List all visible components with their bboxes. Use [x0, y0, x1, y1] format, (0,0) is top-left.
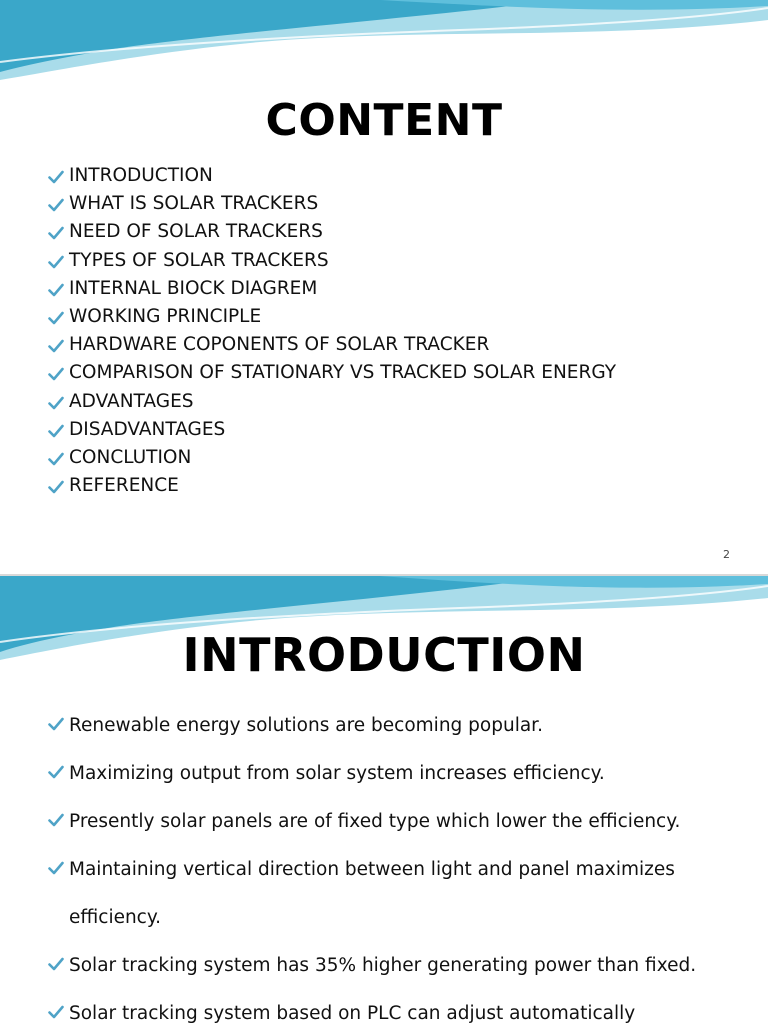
list-item-text: INTRODUCTION [69, 165, 213, 186]
check-icon [48, 846, 66, 875]
check-icon [48, 942, 66, 971]
slide-introduction [0, 576, 768, 1024]
content-list [48, 162, 616, 500]
check-icon [48, 750, 66, 779]
list-item [48, 359, 616, 387]
list-item-text: Solar tracking system based on PLC can adjust automatically [69, 1003, 636, 1024]
list-item [48, 942, 728, 990]
slide-title: CONTENT [265, 95, 503, 146]
list-item [48, 702, 728, 750]
list-item-text: TYPES OF SOLAR TRACKERS [69, 249, 329, 271]
list-item-text: WHAT IS SOLAR TRACKERS [69, 193, 319, 215]
check-icon [48, 990, 66, 1019]
list-item-text: Maximizing output from solar system increases efficiency. [69, 763, 605, 784]
list-item [48, 388, 616, 416]
list-item [48, 275, 616, 303]
check-icon [48, 224, 66, 240]
check-icon [48, 394, 66, 410]
introduction-list [48, 702, 728, 1024]
header-wave-decoration [0, 0, 768, 95]
list-item [48, 798, 728, 846]
list-item [48, 444, 616, 472]
list-item-text: WORKING PRINCIPLE [69, 305, 262, 327]
list-item [48, 416, 616, 444]
slide-title: INTRODUCTION [182, 628, 586, 682]
check-icon [48, 798, 66, 827]
list-item-text: COMPARISON OF STATIONARY VS TRACKED SOLAR ENERGY [69, 362, 617, 384]
check-icon [48, 702, 66, 731]
list-item-text: Maintaining vertical direction between light and panel maximizes efficiency. [69, 859, 675, 928]
list-item [48, 218, 616, 246]
list-item-text: Renewable energy solutions are becoming popular. [69, 715, 543, 736]
list-item-text: Solar tracking system has 35% higher generating power than fixed. [69, 955, 697, 976]
list-item-text: NEED OF SOLAR TRACKERS [69, 221, 323, 243]
list-item [48, 162, 616, 190]
list-item-text: ADVANTAGES [69, 390, 194, 412]
list-item [48, 472, 616, 500]
check-icon [48, 422, 66, 438]
list-item-text: DISADVANTAGES [69, 418, 226, 440]
page-number: 2 [723, 548, 730, 561]
check-icon [48, 253, 66, 269]
list-item [48, 846, 728, 942]
list-item [48, 990, 728, 1024]
check-icon [48, 450, 66, 466]
list-item-text: HARDWARE COPONENTS OF SOLAR TRACKER [69, 334, 490, 356]
list-item [48, 247, 616, 275]
check-icon [48, 281, 66, 297]
check-icon [48, 309, 66, 325]
check-icon [48, 337, 66, 353]
check-icon [48, 196, 66, 212]
list-item-text: CONCLUTION [69, 446, 192, 468]
list-item [48, 190, 616, 218]
check-icon [48, 168, 66, 184]
list-item [48, 750, 728, 798]
list-item-text: Presently solar panels are of fixed type which lower the efficiency. [69, 811, 681, 832]
list-item [48, 331, 616, 359]
list-item [48, 303, 616, 331]
list-item-text: REFERENCE [69, 475, 179, 497]
check-icon [48, 365, 66, 381]
check-icon [48, 478, 66, 494]
list-item-text: INTERNAL BIOCK DIAGREM [69, 277, 318, 299]
